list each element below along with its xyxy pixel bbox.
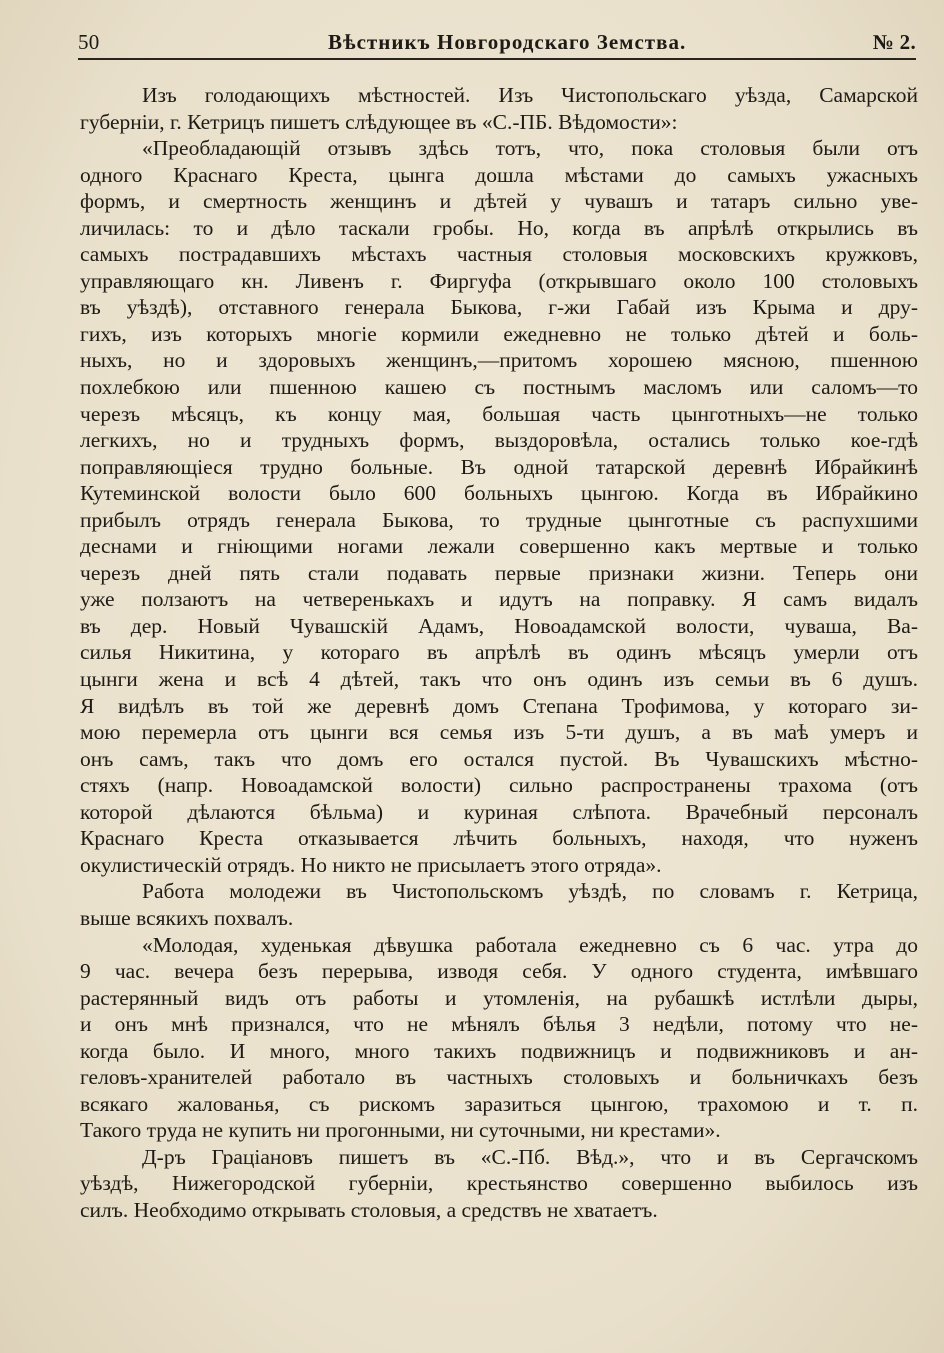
text-line: черезъ мѣсяцъ, къ концу мая, большая часть цынготныхъ—не только [80, 401, 918, 426]
text-line: которой дѣлаются бѣльма) и куриная слѣпота. Врачебный персоналъ [80, 799, 918, 824]
text-line: черезъ дней пять стали подавать первые признаки жизни. Теперь они [80, 560, 918, 585]
text-line: губерніи, г. Кетрицъ пишетъ слѣдующее въ «С.-ПБ. Вѣдомости»: [80, 109, 678, 134]
text-line: Работа молодежи въ Чистопольскомъ уѣздѣ, по словамъ г. Кетрица, [142, 879, 918, 904]
text-line: и онъ мнѣ признался, что не мѣнялъ бѣлья 3 недѣли, потому что не- [80, 1012, 918, 1037]
text-line: окулистическій отрядъ. Но никто не присылаетъ этого отряда». [80, 852, 662, 877]
text-line: Д-ръ Граціановъ пишетъ въ «С.-Пб. Вѣд.», что и въ Сергачскомъ [142, 1144, 918, 1169]
text-line: онъ самъ, такъ что домъ его остался пустой. Въ Чувашскихъ мѣстно- [80, 746, 918, 771]
text-line: уѣздѣ, Нижегородской губерніи, крестьянство совершенно выбилось изъ [80, 1171, 918, 1196]
text-line: Я видѣлъ въ той же деревнѣ домъ Степана Трофимова, у котораго зи- [80, 693, 918, 718]
text-line: похлебкою или пшенною кашею съ постнымъ масломъ или саломъ—то [80, 375, 918, 400]
text-line: въ уѣздѣ), отставного генерала Быкова, г-жи Габай изъ Крыма и дру- [80, 295, 918, 320]
text-line: въ дер. Новый Чувашскій Адамъ, Новоадамской волости, чуваша, Ва- [80, 613, 918, 638]
text-line: легкихъ, но и трудныхъ формъ, выздоровѣла, остались только кое-гдѣ [80, 428, 918, 453]
text-line: когда было. И много, много такихъ подвижницъ и подвижниковъ и ан- [80, 1038, 918, 1063]
journal-title: Вѣстникъ Новгородскаго Земства. [328, 30, 687, 54]
text-line: мою перемерла отъ цынги вся семья изъ 5-ти душъ, а въ маѣ умеръ и [80, 720, 918, 745]
text-line: геловъ-хранителей работало въ частныхъ столовыхъ и больничкахъ безъ [80, 1065, 918, 1090]
text-line: 9 час. вечера безъ перерыва, изводя себя. У одного студента, имѣвшаго [80, 959, 918, 984]
page-number: 50 [78, 30, 100, 54]
text-line: самыхъ пострадавшихъ мѣстахъ частныя столовыя московскихъ кружковъ, [80, 242, 918, 267]
text-line: управляющаго кн. Ливенъ г. Фиргуфа (открывшаго около 100 столовыхъ [80, 268, 918, 293]
text-line: прибылъ отрядъ генерала Быкова, то трудные цынготные съ распухшими [80, 507, 918, 532]
running-header [78, 26, 916, 56]
text-line: растерянный видъ отъ работы и утомленія, на рубашкѣ истлѣли дыры, [80, 985, 918, 1010]
text-line: Кутеминской волости было 600 больныхъ цынгою. Когда въ Ибрайкино [80, 481, 918, 506]
text-line: Такого труда не купить ни прогонными, ни суточными, ни крестами». [80, 1118, 721, 1143]
text-line: формъ, и смертность женщинъ и дѣтей у чувашъ и татаръ сильно уве- [80, 189, 918, 214]
text-line: цынги жена и всѣ 4 дѣтей, такъ что онъ одинъ изъ семьи въ 6 душъ. [80, 667, 918, 692]
issue-number: № 2. [872, 30, 916, 54]
text-line: стяхъ (напр. Новоадамской волости) сильно распространены трахома (отъ [80, 773, 918, 798]
text-line: одного Краснаго Креста, цынга дошла мѣстами до самыхъ ужасныхъ [80, 162, 918, 187]
text-line: деснами и гніющими ногами лежали совершенно какъ мертвые и только [80, 534, 918, 559]
text-line: «Молодая, худенькая дѣвушка работала ежедневно съ 6 час. утра до [142, 932, 918, 957]
text-line: поправляющіеся трудно больные. Въ одной татарской деревнѣ Ибрайкинѣ [80, 454, 918, 479]
text-line: выше всякихъ похвалъ. [80, 905, 294, 930]
text-line: Краснаго Креста отказывается лѣчить больныхъ, находя, что нуженъ [80, 826, 918, 851]
text-line: всякаго жалованья, съ рискомъ заразиться цынгою, трахомою и т. п. [80, 1091, 918, 1116]
text-line: уже ползаютъ на четверенькахъ и идутъ на поправку. Я самъ видалъ [80, 587, 918, 612]
text-line: «Преобладающій отзывъ здѣсь тотъ, что, пока столовыя были отъ [142, 136, 918, 161]
text-line: силья Никитина, у котораго въ апрѣлѣ въ одинъ мѣсяцъ умерли отъ [80, 640, 918, 665]
article-body [80, 82, 918, 1224]
header-rule [78, 58, 916, 60]
text-line: силъ. Необходимо открывать столовыя, а средствъ не хватаетъ. [80, 1197, 658, 1222]
text-line: гихъ, изъ которыхъ многіе кормили ежедневно не только дѣтей и боль- [80, 321, 918, 346]
text-line: ныхъ, но и здоровыхъ женщинъ,—притомъ хорошею мясною, пшенною [80, 348, 918, 373]
text-line: личилась: то и дѣло таскали гробы. Но, когда въ апрѣлѣ открылись въ [80, 215, 918, 240]
text-line: Изъ голодающихъ мѣстностей. Изъ Чистопольскаго уѣзда, Самарской [142, 83, 918, 107]
